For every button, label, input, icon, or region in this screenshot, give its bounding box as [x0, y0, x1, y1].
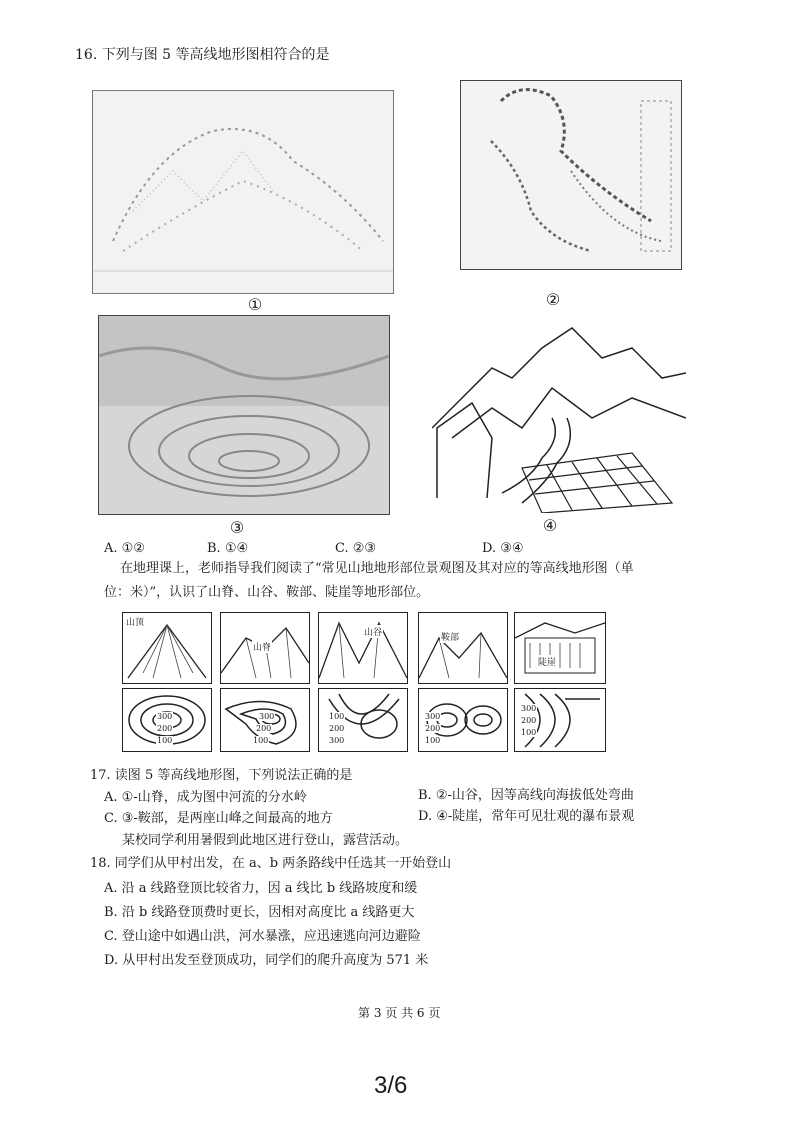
label-ridge: 山脊: [252, 640, 272, 653]
contour-saddle-300: 300: [425, 712, 441, 721]
contour-saddle-100: 100: [425, 736, 441, 745]
landscape-photo-3: [98, 315, 390, 515]
landscape-cliff: [514, 612, 606, 684]
contour-peak-300: 300: [157, 712, 173, 721]
landscape-photo-1: [92, 90, 394, 294]
q16-option-a[interactable]: A. ①②: [104, 541, 145, 556]
landscape-sketch-4: [432, 318, 686, 513]
contour-ridge-200: 200: [256, 724, 272, 733]
label-saddle: 鞍部: [440, 630, 460, 643]
q16-option-d[interactable]: D. ③④: [482, 541, 524, 556]
image-label-1: ①: [247, 295, 263, 314]
landscape-photo-2: [460, 80, 682, 270]
label-peak: 山顶: [125, 615, 145, 628]
contour-cliff-200: 200: [521, 716, 537, 725]
landscape-valley: [318, 612, 408, 684]
image-label-4: ④: [542, 516, 558, 535]
contour-valley-200: 200: [329, 724, 345, 733]
intro-line-2: 位：米）”，认识了山脊、山谷、鞍部、陡崖等地形部位。: [104, 585, 430, 600]
q17-option-b[interactable]: B. ②-山谷，因等高线向海拔低处弯曲: [418, 788, 634, 803]
q18-option-a[interactable]: A. 沿 a 线路登顶比较省力，因 a 线比 b 线路坡度和缓: [104, 881, 418, 896]
q18-option-b[interactable]: B. 沿 b 线路登顶费时更长，因相对高度比 a 线路更大: [104, 905, 415, 920]
contour-cliff-300: 300: [521, 704, 537, 713]
contour-ridge-300: 300: [259, 712, 275, 721]
intro-line-1: 在地理课上，老师指导我们阅读了“常见山地地形部位景观图及其对应的等高线地形图（单: [120, 561, 634, 576]
page-footer: 第 3 页 共 6 页: [358, 1006, 441, 1020]
contour-valley-300: 300: [329, 736, 345, 745]
contour-valley-100: 100: [329, 712, 345, 721]
q18-option-c[interactable]: C. 登山途中如遇山洪，河水暴涨，应迅速逃向河边避险: [104, 929, 421, 944]
q17-option-c[interactable]: C. ③-鞍部，是两座山峰之间最高的地方: [104, 811, 333, 826]
contour-ridge-100: 100: [253, 736, 269, 745]
q17-option-d[interactable]: D. ④-陡崖，常年可见壮观的瀑布景观: [418, 809, 635, 824]
contour-saddle-200: 200: [425, 724, 441, 733]
page-counter: 3/6: [374, 1072, 408, 1099]
q18-option-d[interactable]: D. 从甲村出发至登顶成功，同学们的爬升高度为 571 米: [104, 953, 429, 968]
q16-option-b[interactable]: B. ①④: [207, 541, 249, 556]
contour-peak-100: 100: [157, 736, 173, 745]
image-label-2: ②: [545, 290, 561, 309]
contour-peak-200: 200: [157, 724, 173, 733]
q17-option-a[interactable]: A. ①-山脊，成为图中河流的分水岭: [104, 790, 307, 805]
label-valley: 山谷: [363, 625, 383, 638]
q16-option-c[interactable]: C. ②③: [335, 541, 377, 556]
q16-stem: 16. 下列与图 5 等高线地形图相符合的是: [75, 47, 330, 63]
image-label-3: ③: [229, 518, 245, 537]
scenario-text: 某校同学利用暑假到此地区进行登山，露营活动。: [122, 833, 409, 848]
contour-cliff-100: 100: [521, 728, 537, 737]
q17-stem: 17. 读图 5 等高线地形图，下列说法正确的是: [90, 768, 353, 783]
label-cliff: 陡崖: [537, 655, 557, 668]
q18-stem: 18. 同学们从甲村出发，在 a、b 两条路线中任选其一开始登山: [90, 856, 452, 871]
landscape-saddle: [418, 612, 508, 684]
